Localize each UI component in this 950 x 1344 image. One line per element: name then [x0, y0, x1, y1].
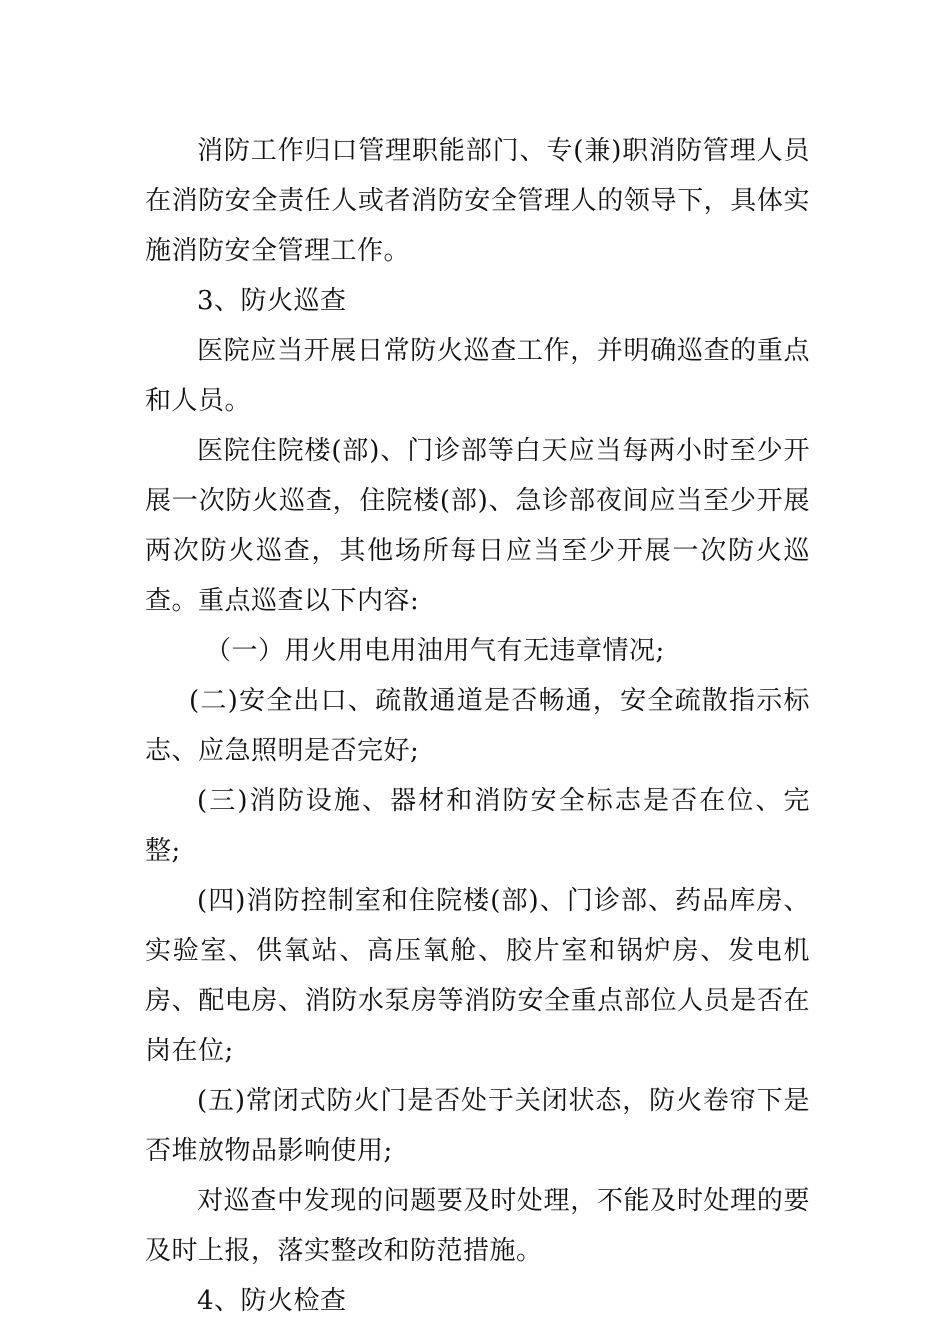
paragraph-daily-patrol: 医院应当开展日常防火巡查工作，并明确巡查的重点和人员。: [145, 336, 810, 416]
document-body: [145, 126, 810, 1326]
paragraph-patrol-frequency: 医院住院楼(部)、门诊部等白天应当每两小时至少开展一次防火巡查，住院楼(部)、急诊部夜间应当至少开展两次防火巡查，其他场所每日应当至少开展一次防火巡查。重点巡查以下内容:: [145, 436, 810, 616]
list-item-3-facilities: (三)消防设施、器材和消防安全标志是否在位、完整;: [145, 786, 810, 866]
section-heading-fire-inspection: 4、防火检查: [197, 1286, 347, 1316]
list-item-2-exits: (二)安全出口、疏散通道是否畅通，安全疏散指示标志、应急照明是否完好;: [145, 686, 810, 766]
list-item-4-key-areas: (四)消防控制室和住院楼(部)、门诊部、药品库房、实验室、供氧站、高压氧舱、胶片室和锅炉房、发电机房、配电房、消防水泵房等消防安全重点部位人员是否在岗在位;: [145, 886, 810, 1066]
section-heading-fire-patrol: 3、防火巡查: [197, 286, 347, 316]
paragraph-fire-management-staff: 消防工作归口管理职能部门、专(兼)职消防管理人员在消防安全责任人或者消防安全管理人的领导下，具体实施消防安全管理工作。: [145, 136, 810, 266]
list-item-5-fire-doors: (五)常闭式防火门是否处于关闭状态，防火卷帘下是否堆放物品影响使用;: [145, 1086, 810, 1166]
list-item-1-fire-electricity: （一）用火用电用油用气有无违章情况;: [205, 636, 665, 666]
paragraph-handle-problems: 对巡查中发现的问题要及时处理，不能及时处理的要及时上报，落实整改和防范措施。: [145, 1186, 810, 1266]
